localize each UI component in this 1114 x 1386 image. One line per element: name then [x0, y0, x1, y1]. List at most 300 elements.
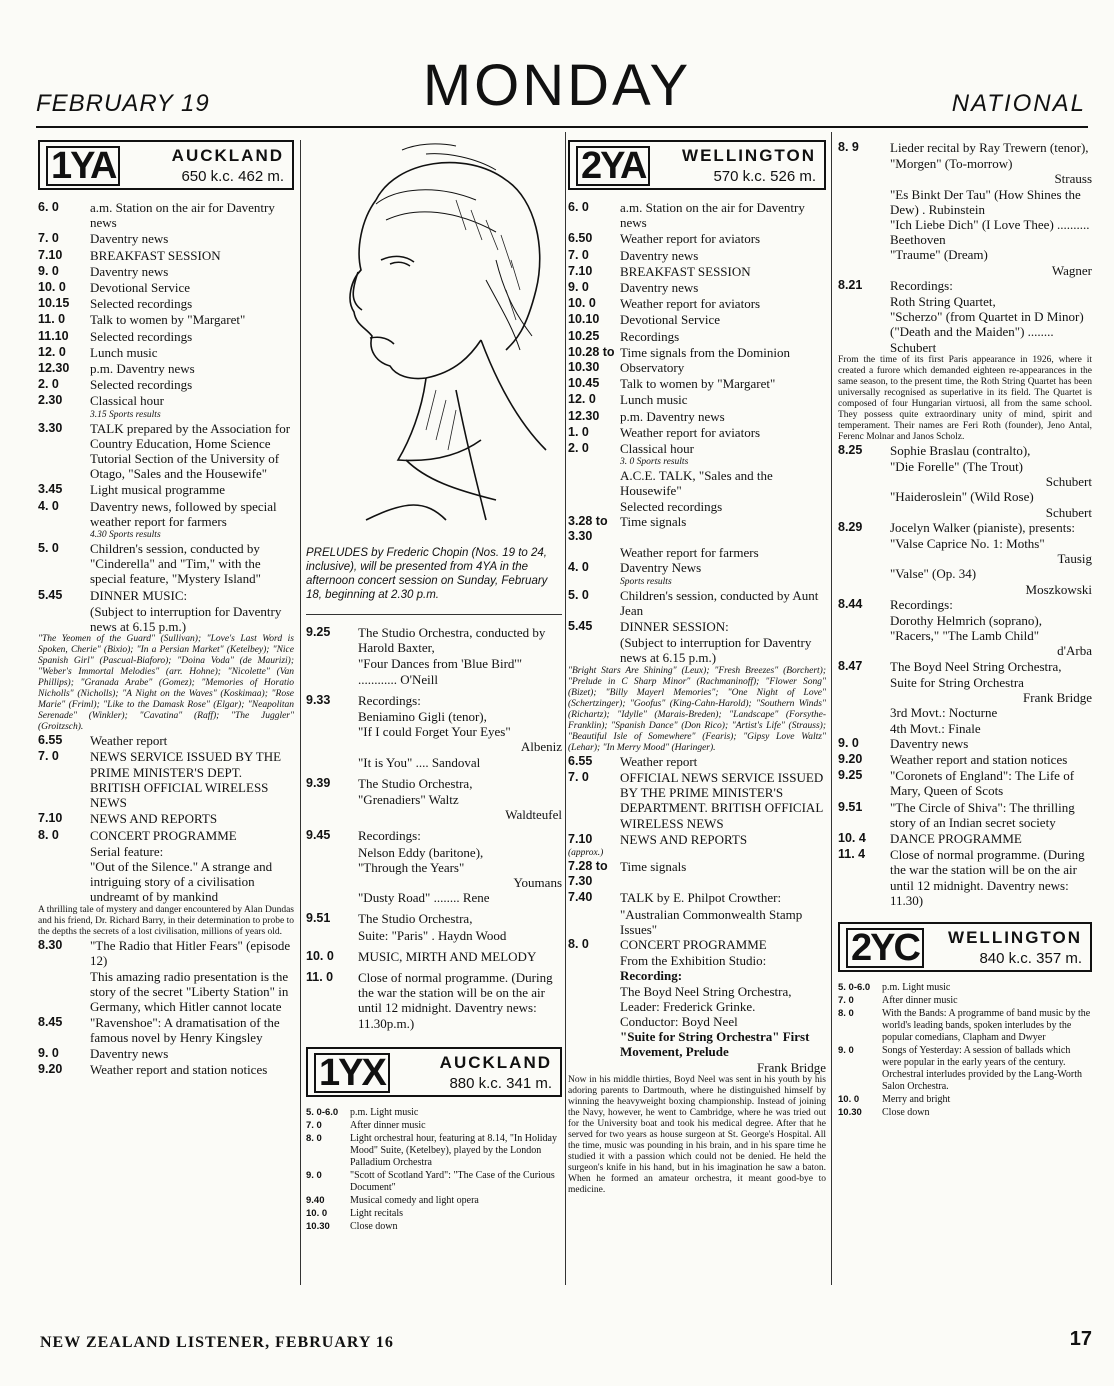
- column-2ya-continued: [838, 140, 1092, 1120]
- program: Close down: [882, 1106, 930, 1118]
- time: 11. 0: [38, 312, 66, 327]
- header-network: NATIONAL: [951, 90, 1086, 117]
- schedule-item: [306, 1195, 562, 1207]
- time: 12.30: [38, 361, 70, 376]
- schedule-item: [38, 329, 294, 344]
- serial-description: This amazing radio presentation is the story of the secret "Liberty Station" in Germany, which Hitler cannot locate: [90, 968, 289, 1015]
- sports-results: 4.30 Sports results: [90, 530, 161, 541]
- work: Suite for String Orchestra: [890, 674, 1024, 690]
- time: 7. 0: [38, 749, 59, 764]
- schedule-item: [838, 1008, 1092, 1044]
- work: "Four Dances from 'Blue Bird'" ............ O'Neill: [358, 656, 523, 687]
- station-header-1ya: [38, 140, 294, 190]
- schedule-item: [38, 200, 294, 230]
- program: Selected recordings: [620, 498, 723, 514]
- footer-publication: NEW ZEALAND LISTENER, FEBRUARY 16: [40, 1334, 394, 1351]
- time: 7. 0: [838, 994, 854, 1006]
- time: 12.30: [568, 408, 600, 423]
- time: 8.45: [38, 1014, 63, 1029]
- time: 9. 0: [306, 1169, 322, 1181]
- program: BREAKFAST SESSION: [620, 263, 751, 279]
- work: "Valse" (Op. 34): [890, 566, 977, 582]
- composer: d'Arba: [1057, 643, 1092, 659]
- schedule-item: [38, 280, 294, 295]
- time: 3.28 to 3.30: [568, 513, 608, 544]
- program: The Studio Orchestra,: [358, 775, 473, 791]
- time: 7.28 to 7.30: [568, 858, 608, 889]
- time: 7.10: [568, 263, 593, 278]
- program: Weather report for aviators: [620, 231, 761, 247]
- artist: Nelson Eddy (baritone),: [358, 844, 484, 860]
- time: 3.45: [38, 482, 63, 497]
- sports-results: 3.15 Sports results: [90, 409, 161, 420]
- program: Devotional Service: [620, 312, 720, 328]
- program: Daventry news: [620, 280, 699, 296]
- program: Selected recordings: [90, 296, 193, 312]
- schedule-item: [568, 376, 826, 391]
- schedule-item: [568, 280, 826, 295]
- schedule-list: [568, 588, 826, 635]
- schedule-item: [838, 520, 1092, 535]
- schedule-item: [568, 264, 826, 279]
- work: "Die Forelle" (The Trout): [890, 459, 1024, 475]
- time: 2. 0: [38, 377, 59, 392]
- work: "Dusty Road" ........ Rene: [358, 890, 490, 906]
- time: 2. 0: [568, 441, 589, 456]
- program: Lieder recital by Ray Trewern (tenor),: [890, 140, 1089, 155]
- schedule-item: [838, 278, 1092, 293]
- time: 7.40: [568, 890, 593, 905]
- time: 6.55: [568, 753, 593, 768]
- schedule-item: [568, 619, 826, 634]
- time: 10.45: [568, 376, 600, 391]
- schedule-item: [568, 832, 826, 847]
- composer: Albeniz: [520, 739, 562, 755]
- program: Weather report and station notices: [90, 1062, 268, 1078]
- work: Suite: "Paris" . Haydn Wood: [358, 927, 507, 943]
- station-logo: 2YC: [846, 928, 924, 968]
- movement: 3rd Movt.: Nocturne: [890, 705, 998, 721]
- schedule-item: [38, 811, 294, 826]
- time: 10.28 to 10.30: [568, 344, 615, 375]
- schedule-item: [306, 1120, 562, 1132]
- schedule-item: [568, 312, 826, 327]
- schedule-item: [38, 588, 294, 603]
- time: 9. 0: [838, 735, 859, 750]
- schedule-list: [38, 733, 294, 748]
- time: 7. 0: [568, 769, 589, 784]
- schedule-item: [568, 231, 826, 246]
- work: "Valse Caprice No. 1: Moths": [890, 536, 1045, 552]
- time: 4. 0: [38, 498, 59, 513]
- dinner-music-list: "The Yeomen of the Guard" (Sullivan); "Love's Last Word is Spoken, Cherie" (Bixio); "In a Persian Market" (Ketelbey); "Nice Spanish Girl" (Pascual-Biaforo); "Doina Voda" (de Maurizi); "Weber's Immortal Melodies" (arr. Hohne); "Nicolette" (Van Phillips); "Granada Arabe" (Gomez); "Memories of Horatio Nicholls" (Nicholls); "A Night on the Waves" (Koskimaa); "Rose Marie" (Friml); "Like to the Damask Rose" (Elgar); "Neapolitan Serenade" (Winkler); "Cavatina" (Raff); "The Juggler" (Groitzsch).: [38, 634, 294, 733]
- program: Children's session, conducted by "Cinderella" and "Tim," with the special feature, "Mystery Island": [90, 541, 261, 587]
- program: Close down: [350, 1220, 398, 1232]
- program: "Ravenshoe": A dramatisation of the famous novel by Henry Kingsley: [90, 1014, 280, 1045]
- program: Daventry news: [620, 247, 699, 263]
- column-divider: [565, 132, 566, 1285]
- time: 5.45: [568, 619, 593, 634]
- schedule-item: [838, 982, 1092, 994]
- station-frequency: 650 k.c. 462 m.: [181, 168, 284, 185]
- station-city: AUCKLAND: [171, 146, 284, 165]
- program: Recordings:: [358, 828, 421, 844]
- portrait-caption: PRELUDES by Frederic Chopin (Nos. 19 to 24, inclusive), will be presented from 4YA in the afternoon concert session on Sunday, February 18, beginning at 2.30 p.m.: [306, 547, 548, 601]
- schedule-item: [306, 1107, 562, 1119]
- time: 7.10: [568, 831, 593, 846]
- page-number: 17: [1069, 1328, 1092, 1350]
- composer: Tausig: [1057, 551, 1092, 567]
- schedule-item: [38, 1015, 294, 1045]
- program: Merry and bright: [882, 1093, 951, 1105]
- time: 10.15: [38, 296, 70, 311]
- serial-note: A thrilling tale of mystery and danger encountered by Alan Dundas and his friend, Dr. Richard Barry, in their determination to probe to the depths the secrets of a lost civilisation, millions of years old.: [38, 904, 294, 937]
- program: Lunch music: [90, 344, 158, 360]
- chopin-portrait-image: [306, 140, 562, 540]
- time: 8. 9: [838, 140, 859, 154]
- sports-results: 3. 0 Sports results: [620, 457, 689, 468]
- talk: A.C.E. TALK, "Sales and the Housewife": [620, 468, 773, 499]
- program: a.m. Station on the air for Daventry news: [620, 200, 805, 231]
- program: Daventry news: [90, 1045, 169, 1061]
- program: Daventry news: [90, 231, 169, 247]
- station-frequency: 880 k.c. 341 m.: [449, 1074, 552, 1092]
- time: 9.51: [306, 911, 331, 926]
- program: "The Radio that Hitler Fears" (episode 12): [90, 937, 291, 968]
- time: 12. 0: [568, 392, 596, 407]
- schedule-item: [306, 1221, 562, 1233]
- program: Daventry news: [90, 263, 169, 279]
- time: 9.25: [306, 625, 331, 639]
- work: "Grenadiers" Waltz: [358, 792, 459, 808]
- divider: [306, 614, 562, 615]
- time: 10. 0: [568, 296, 596, 311]
- station-city: AUCKLAND: [439, 1052, 552, 1072]
- schedule-item: [38, 1046, 294, 1061]
- program: NEWS SERVICE ISSUED BY THE PRIME MINISTER'S DEPT. BRITISH OFFICIAL WIRELESS NEWS: [90, 749, 282, 811]
- time: 4. 0: [568, 560, 589, 575]
- work: "Haideroslein" (Wild Rose): [890, 489, 1034, 505]
- time: 9. 0: [568, 280, 589, 295]
- column-1yа: [38, 140, 294, 1078]
- schedule-item: [38, 499, 294, 529]
- schedule-item: [38, 393, 294, 408]
- schedule-list: [568, 859, 826, 906]
- program: MUSIC, MIRTH AND MELODY: [358, 948, 537, 964]
- serial-label: Serial feature:: [90, 843, 164, 859]
- program: Weather report: [90, 733, 168, 749]
- schedule-item: [568, 441, 826, 456]
- schedule-item: [838, 1107, 1092, 1119]
- station-logo: 1YA: [46, 146, 120, 186]
- artist: Roth String Quartet,: [890, 294, 996, 310]
- column-divider: [300, 140, 301, 1285]
- composer: Strauss: [1054, 171, 1092, 187]
- schedule-item: [838, 1094, 1092, 1106]
- composer: Youmans: [513, 875, 562, 891]
- time: 10.25: [568, 328, 600, 343]
- time: 10. 0: [306, 948, 334, 963]
- schedule-item: [38, 541, 294, 587]
- schedule-item: [838, 768, 1092, 798]
- work: "Through the Years": [358, 859, 465, 875]
- time: 9.20: [838, 751, 863, 766]
- schedule-item: [306, 1170, 562, 1194]
- schedule-item: [38, 312, 294, 327]
- time: 1. 0: [568, 424, 589, 439]
- time: 8.29: [838, 519, 863, 534]
- schedule-list: [838, 736, 1092, 908]
- schedule-item: [38, 1062, 294, 1077]
- time: 6. 0: [38, 200, 59, 214]
- sports-results: Sports results: [620, 576, 672, 587]
- time: 9. 0: [38, 1045, 59, 1060]
- time: 10.30: [838, 1106, 862, 1118]
- time: 9.20: [38, 1062, 63, 1077]
- program: Recordings:: [890, 596, 953, 612]
- program: Classical hour: [90, 393, 165, 409]
- program: Devotional Service: [90, 280, 190, 296]
- schedule-list: [38, 938, 294, 968]
- time: 7. 0: [306, 1119, 322, 1131]
- schedule-list: [568, 937, 826, 952]
- composer: Frank Bridge: [757, 1059, 826, 1075]
- program: Close of normal programme. (During the war the station will be on the air until 12 midnight. Daventry news: 11.30): [890, 847, 1085, 908]
- work: "Suite for String Orchestra" First Movement, Prelude: [620, 1029, 810, 1060]
- schedule-item: [568, 560, 826, 575]
- schedule-item: [838, 736, 1092, 751]
- program: Weather report for farmers: [620, 545, 759, 561]
- time: 8.30: [38, 937, 63, 952]
- work: Dorothy Helmrich (soprano), "Racers," "The Lamb Child": [890, 613, 1042, 644]
- time: 6. 0: [568, 200, 589, 214]
- program: p.m. Light music: [882, 981, 951, 993]
- time: 9.45: [306, 828, 331, 843]
- program: With the Bands: A programme of band music by the world's leading bands, spoken interludes by the popular comedians, Clapham and Dwyer: [882, 1007, 1091, 1043]
- program: Time signals: [620, 858, 687, 874]
- approx-note: (approx.): [568, 847, 604, 858]
- column-divider: [831, 132, 832, 1285]
- schedule-list: [838, 982, 1092, 1119]
- schedule-item: [568, 345, 826, 375]
- program: The Studio Orchestra,: [358, 911, 473, 927]
- program: Sophie Braslau (contralto),: [890, 442, 1031, 458]
- station-logo: 2YA: [576, 146, 650, 186]
- time: 7. 0: [38, 231, 59, 246]
- schedule-item: [568, 514, 826, 544]
- program: Classical hour: [620, 441, 695, 457]
- program: DINNER MUSIC:: [90, 587, 188, 603]
- schedule-item: [38, 248, 294, 263]
- time: 5.45: [38, 587, 63, 602]
- concert-detail: The Boyd Neel String Orchestra,: [620, 983, 792, 999]
- work: "Ich Liebe Dich" (I Love Thee) .......... Beethoven: [890, 217, 1090, 248]
- work: "Es Binkt Der Tau" (How Shines the Dew) . Rubinstein: [890, 186, 1081, 217]
- time: 3.30: [38, 420, 63, 435]
- time: 11. 4: [838, 847, 866, 862]
- program: Talk to women by "Margaret": [90, 312, 246, 328]
- program: Lunch music: [620, 392, 688, 408]
- schedule-item: [568, 937, 826, 952]
- program: Recordings: [620, 328, 680, 344]
- schedule-item: [568, 588, 826, 618]
- dinner-music-list: "Bright Stars Are Shining" (Leux); "Fresh Breezes" (Borchert); "Prelude in C Sharp Minor" (Rachmaninoff); "Flower Song" (Bizet); "Billy Mayerl Memories"; "One Night of Love" (Schertzinger); "Goofus" (King-Cahn-Harold); "Southern Winds" (Richartz); "Idylle" (Marais-Breden); "Landscape" (Forsythe-Franklin); "Spanish Dance" (Don Rico); "Artist's Life" (Strauss); "Beautiful Isle of Somewhere" (Fearis); "Gipsy Love Waltz" (Lehar); "In Merry Mood" (Haringer).: [568, 665, 826, 753]
- schedule-item: [838, 800, 1092, 830]
- schedule-list: [838, 520, 1092, 535]
- schedule-item: [568, 296, 826, 311]
- talk-title: "Australian Commonwealth Stamp Issues": [620, 906, 803, 937]
- program: TALK by E. Philpot Crowther:: [620, 890, 782, 906]
- program: CONCERT PROGRAMME: [90, 827, 237, 843]
- program: Songs of Yesterday: A session of ballads which were popular in the early years of the century. Orchestral interludes provided by the Lang-Worth Salon Orchestra.: [882, 1044, 1082, 1092]
- time: 11. 0: [306, 970, 334, 985]
- time: 8. 0: [568, 936, 589, 951]
- work: "Scherzo" (from Quartet in D Minor) ("Death and the Maiden") ........ Schubert: [890, 309, 1084, 355]
- schedule-item: [568, 409, 826, 424]
- program: "Scott of Scotland Yard": "The Case of the Curious Document": [350, 1169, 555, 1193]
- schedule-list: [838, 597, 1092, 612]
- header-date: FEBRUARY 19: [36, 90, 210, 117]
- program: Light orchestral hour, featuring at 8.14, "In Holiday Mood" Suite, (Ketelbey), played by the London Palladium Orchestra: [350, 1132, 557, 1168]
- program: p.m. Light music: [350, 1106, 419, 1118]
- boyd-neel-note: Now in his middle thirties, Boyd Neel was sent in his youth by his adoring parents to Dartmouth, where he distinguished himself by winning the heavyweight boxing championship. Instead of joining the Navy, however, he went to Cambridge, where he was tried out for the University boat and took his medical degree. After that he served for two years as house surgeon at St. George's Hospital. All the time, music was pounding in his brain, and in his spare time he studied it with a passion which could not be denied. He held the surgeon's knife in his hand, but in his imagination he saw a baton. When he formed an amateur orchestra, it meant good-bye to medicine.: [568, 1074, 826, 1195]
- work: "Morgen" (To-morrow): [890, 156, 1013, 172]
- time: 12. 0: [38, 344, 66, 359]
- program: DANCE PROGRAMME: [890, 830, 1022, 846]
- schedule-list: [38, 482, 294, 529]
- station-header-1yx: [306, 1047, 562, 1097]
- composer: Frank Bridge: [1023, 690, 1092, 706]
- schedule-list: [838, 140, 1092, 155]
- time: 10.10: [568, 312, 600, 327]
- dinner-note: (Subject to interruption for Daventry news at 6.15 p.m.): [620, 635, 812, 666]
- time: 10. 0: [838, 1093, 860, 1105]
- work: "It is You" .... Sandoval: [358, 754, 481, 770]
- program: Recordings:: [890, 277, 953, 293]
- station-frequency: 570 k.c. 526 m.: [713, 168, 816, 185]
- time: 8.44: [838, 596, 863, 611]
- program: Musical comedy and light opera: [350, 1194, 479, 1206]
- concert-detail: Conductor: Boyd Neel: [620, 1013, 738, 1029]
- schedule-list: [38, 811, 294, 842]
- time: 10. 4: [838, 830, 866, 845]
- program: CONCERT PROGRAMME: [620, 936, 767, 952]
- header-day: MONDAY: [422, 53, 692, 118]
- schedule-list: [38, 200, 294, 409]
- schedule-item: [568, 392, 826, 407]
- time: 8.47: [838, 658, 863, 673]
- station-header-2yc: [838, 922, 1092, 972]
- program: p.m. Daventry news: [90, 361, 195, 377]
- schedule-item: [38, 377, 294, 392]
- column-2ya: [568, 140, 826, 1196]
- schedule-item: [568, 329, 826, 344]
- concert-detail: From the Exhibition Studio:: [620, 953, 767, 969]
- program: "The Circle of Shiva": The thrilling story of an Indian secret society: [890, 799, 1075, 830]
- program: DINNER SESSION:: [620, 619, 729, 635]
- time: 5. 0: [568, 587, 589, 602]
- time: 7.10: [38, 811, 63, 826]
- composer: Schubert: [1045, 474, 1092, 490]
- time: 9.33: [306, 692, 331, 707]
- column-portrait: [306, 140, 562, 1234]
- program: Daventry news: [890, 735, 969, 751]
- station-city: WELLINGTON: [682, 146, 816, 165]
- station-header-2ya: [568, 140, 826, 190]
- program: Talk to women by "Margaret": [620, 376, 776, 392]
- time: 9. 0: [38, 263, 59, 278]
- schedule-item: [38, 296, 294, 311]
- station-logo: 1YX: [314, 1053, 390, 1093]
- schedule-list: [38, 1015, 294, 1078]
- time: 9.40: [306, 1194, 325, 1206]
- schedule-item: [568, 425, 826, 440]
- schedule-item: [838, 597, 1092, 612]
- time: 8. 0: [838, 1007, 854, 1019]
- schedule-list: [568, 560, 826, 575]
- schedule-list: [838, 443, 1092, 458]
- program: Weather report: [620, 753, 698, 769]
- concert-detail: Recording:: [620, 968, 683, 984]
- time: 8. 0: [38, 827, 59, 842]
- program: Light recitals: [350, 1207, 404, 1219]
- program: The Boyd Neel String Orchestra,: [890, 658, 1062, 674]
- header-rule: [36, 126, 1088, 128]
- program: Daventry news, followed by special weather report for farmers: [90, 498, 277, 529]
- schedule-item: [568, 754, 826, 769]
- time: 10. 0: [38, 280, 66, 295]
- schedule-list: [838, 659, 1092, 674]
- program: Recordings:: [358, 692, 421, 708]
- composer: Moszkowski: [1025, 581, 1092, 597]
- time: 9.25: [838, 768, 863, 783]
- time: 9. 0: [838, 1044, 854, 1056]
- program: Light musical programme: [90, 482, 226, 498]
- program: Weather report and station notices: [890, 751, 1068, 767]
- time: 8.21: [838, 277, 863, 292]
- schedule-item: [838, 140, 1092, 155]
- schedule-item: [838, 443, 1092, 458]
- work: "If I could Forget Your Eyes": [358, 724, 511, 740]
- time: 6.55: [38, 733, 63, 748]
- composer: Schubert: [1045, 504, 1092, 520]
- program: NEWS AND REPORTS: [620, 831, 748, 847]
- time: 9.39: [306, 775, 331, 790]
- program: Jocelyn Walker (pianiste), presents:: [890, 519, 1075, 535]
- time: 7.10: [38, 247, 63, 262]
- schedule-item: [38, 828, 294, 843]
- schedule-item: [568, 890, 826, 905]
- program: OFFICIAL NEWS SERVICE ISSUED BY THE PRIME MINISTER'S DEPARTMENT. BRITISH OFFICIAL WIRELESS NEWS: [620, 769, 824, 831]
- time: 9.51: [838, 799, 863, 814]
- schedule-item: [568, 770, 826, 831]
- station-frequency: 840 k.c. 357 m.: [979, 949, 1082, 967]
- time: 11.10: [38, 328, 69, 343]
- schedule-item: [568, 859, 826, 889]
- program: After dinner music: [350, 1119, 426, 1131]
- schedule-list: [568, 754, 826, 769]
- schedule-item: [38, 938, 294, 968]
- schedule-list: [306, 1107, 562, 1233]
- program: BREAKFAST SESSION: [90, 247, 221, 263]
- schedule-item: [38, 482, 294, 497]
- program: a.m. Station on the air for Daventry news: [90, 200, 275, 231]
- schedule-item: [306, 1208, 562, 1220]
- time: 10. 0: [306, 1207, 328, 1219]
- roth-quartet-note: From the time of its first Paris appearance in 1926, where it created a furore which demanded eighteen re-appearances in the same season, to the present time, the Roth String Quartet has been universally recognised as superlative in its field. The Quartet is composed of four Hungarian virtuosi, all from the same school. They possess quite extraordinary unity of mind, spirit and temperament. Their names are Feri Roth (founder), Jeno Antal, Ferenc Molnar and Janos Scholz.: [838, 354, 1092, 442]
- program: Time signals from the Dominion Observatory: [620, 344, 790, 376]
- schedule-item: [568, 248, 826, 263]
